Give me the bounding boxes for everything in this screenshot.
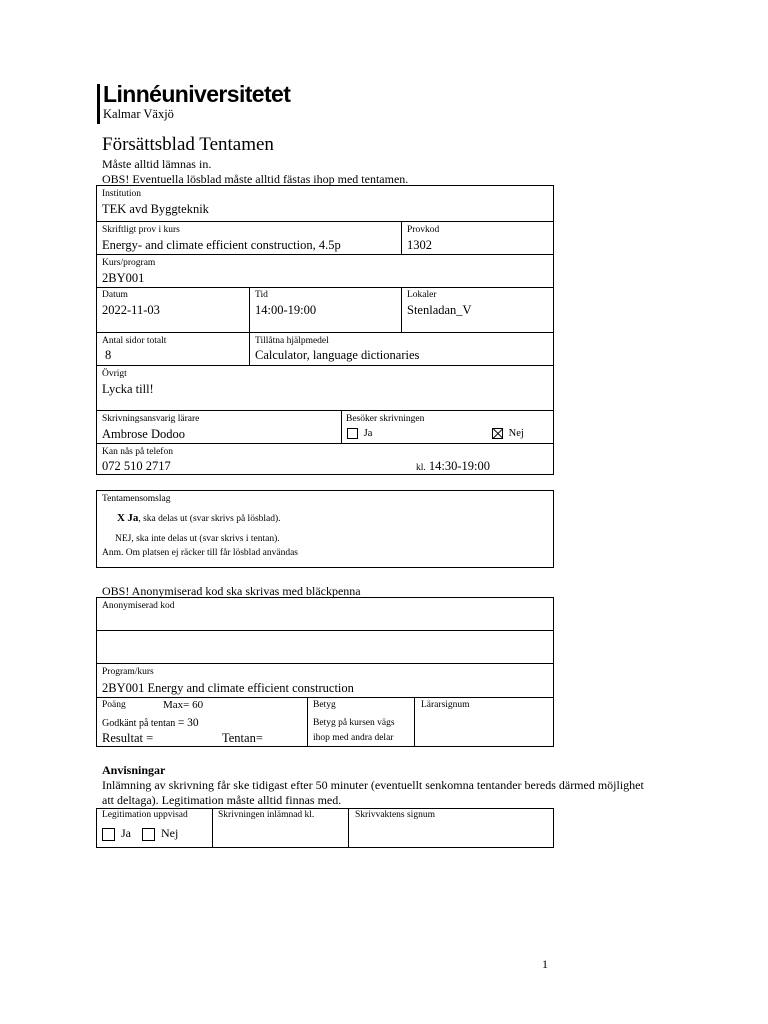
phone-value: 072 510 2717 [102,459,171,473]
guard-signature-label: Skrivvaktens signum [355,810,435,820]
cover-note: Anm. Om platsen ej räcker till får lösblad användas [102,548,299,558]
aids-label: Tillåtna hjälpmedel [255,336,329,346]
aids-value: Calculator, language dictionaries [255,348,420,362]
grade-note-1: Betyg på kursen vägs [313,718,395,728]
institution-value: TEK avd Byggteknik [102,202,209,216]
anon-heading: OBS! Anonymiserad kod ska skrivas med bläckpenna [102,584,361,598]
date-label: Datum [102,290,128,300]
program-value: 2BY001 [102,271,145,285]
date-value: 2022-11-03 [102,303,160,317]
note-must-submit: Måste alltid lämnas in. [102,157,212,171]
cover-title: Tentamensomslag [102,494,171,504]
other-value: Lycka till! [102,382,154,396]
instructions-line-1: Inlämning av skrivning får ske tidigast efter 50 minuter (eventuellt senkomna tentander bereds därmed möjlighet [102,778,644,792]
cover-yes-option: X Ja, ska delas ut (svar skrivs på lösblad). [117,512,281,524]
page-title: Försättsblad Tentamen [102,134,274,155]
course-test-value: Energy- and climate efficient construction, 4.5p [102,238,341,252]
teacher-label: Skrivningsansvarig lärare [102,414,200,424]
grade-label: Betyg [313,700,336,710]
anon-program-label: Program/kurs [102,667,154,677]
teacher-value: Ambrose Dodoo [102,427,185,441]
logo-bar [97,84,100,124]
id-no-checkbox[interactable] [142,828,155,841]
pages-value: 8 [105,348,112,362]
test-code-value: 1302 [407,238,432,252]
visits-no-checkbox-checked[interactable] [492,428,503,439]
institution-label: Institution [102,189,142,199]
visits-no: Nej [492,428,524,439]
room-label: Lokaler [407,290,437,300]
result-label: Resultat = [102,731,154,745]
pass-row: Godkänt på tentan = 30 [102,717,199,729]
course-test-label: Skriftligt prov i kurs [102,225,180,235]
program-label: Kurs/program [102,258,156,268]
visits-yes-checkbox[interactable] [347,428,358,439]
grade-note-2: ihop med andra delar [313,733,394,743]
id-shown-label: Legitimation uppvisad [102,810,188,820]
id-options: Ja Nej [102,826,178,841]
instructions-title: Anvisningar [102,763,166,777]
phone-time: kl. 14:30-19:00 [416,459,490,473]
handed-in-label: Skrivningen inlämnad kl. [218,810,315,820]
anon-code-field[interactable] [98,632,552,661]
anon-code-label: Anonymiserad kod [102,601,175,611]
points-max: Max= 60 [163,699,204,711]
instructions-line-2: att deltaga). Legitimation måste alltid finnas med. [102,793,342,807]
test-code-label: Provkod [407,225,440,235]
phone-label: Kan nås på telefon [102,447,173,457]
visits-label: Besöker skrivningen [346,414,425,424]
logo: Linnéuniversitetet [103,81,291,107]
logo-subtitle: Kalmar Växjö [103,107,174,121]
page-number: 1 [542,957,548,971]
other-label: Övrigt [102,369,127,379]
visits-yes: Ja [347,428,372,439]
teacher-signature-label: Lärarsignum [421,700,470,710]
points-label: Poäng [102,700,126,710]
room-value: Stenladan_V [407,303,472,317]
id-yes-checkbox[interactable] [102,828,115,841]
time-label: Tid [255,290,268,300]
exam-result-label: Tentan= [222,731,263,745]
time-value: 14:00-19:00 [255,303,317,317]
note-loose-sheets: OBS! Eventuella lösblad måste alltid fästas ihop med tentamen. [102,172,409,186]
pages-label: Antal sidor totalt [102,336,167,346]
cover-no-option: NEJ, ska inte delas ut (svar skrivs i tentan). [115,534,280,544]
anon-program-value: 2BY001 Energy and climate efficient construction [102,681,354,695]
